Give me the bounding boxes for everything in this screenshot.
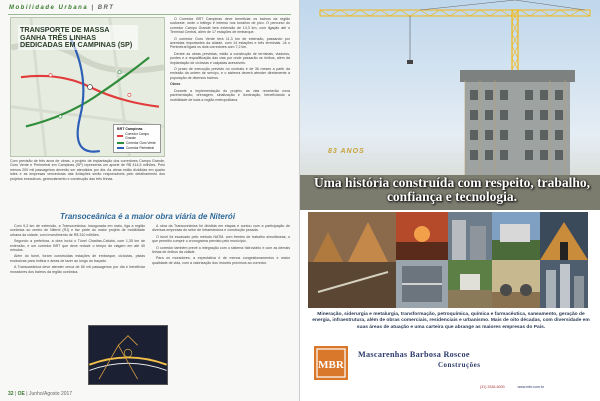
project-photo: [308, 212, 396, 308]
section-tag: [9, 5, 114, 11]
legend-label: Corredor Perimetral: [126, 146, 154, 150]
paragraph: Além do túnel, foram construídas estações de embarque, ciclovias, pistas exclusivas para ônibus e áreas de lazer ao longo do traçado.: [10, 254, 145, 263]
company-subtitle: Construções: [438, 361, 481, 369]
paragraph: A obra da Transoceânica foi dividida em etapas e contou com a participação de diversas empresas do setor de infraestrutura e construção pesada.: [152, 224, 290, 233]
article-column: [10, 224, 145, 276]
issue-date: Junho/Agosto 2017: [28, 391, 73, 397]
page-footer: 32 | OE | Junho/Agosto 2017: [8, 391, 73, 397]
anniversary-badge: 83 ANOS: [328, 148, 365, 155]
legend-label: Corredor Campo Grande: [125, 132, 150, 140]
paragraph: A Transoceânica deve atender cerca de 80 mil passageiros por dia e beneficiar moradores dos bairros da região oceânica.: [10, 265, 145, 274]
second-headline: Transoceânica é a maior obra viária de Niterói: [60, 212, 236, 221]
paragraph: O túnel foi escavado pelo método NATM, com frentes de trabalho simultâneas, o que permitiu cumprir o cronograma previsto pelo município.: [152, 234, 290, 244]
paragraph: Para os moradores, a expectativa é de menos congestionamentos e maior qualidade de vida, com a valorização dos imóveis próximos ao corredor.: [152, 256, 290, 265]
paragraph: Dentre as obras previstas, estão a construção de terminais, viadutos, pontes e a requalificação das vias por onde passarão os ônibus, além da implantação de ciclovias e calçadas acessíveis.: [170, 51, 290, 65]
legend-swatch: [117, 147, 124, 149]
subheading: Obras: [170, 82, 181, 87]
bridge-graphic: [89, 326, 167, 384]
legend-item: [117, 141, 157, 145]
mbr-logo: [314, 346, 348, 380]
legend-item: [117, 146, 157, 150]
website-link[interactable]: www.mbr.com.br: [517, 385, 545, 389]
project-photo: [448, 212, 492, 260]
project-photo: [540, 260, 588, 308]
logo-mark: [314, 346, 348, 380]
map-legend: [113, 124, 161, 153]
paragraph: Durante a implementação do projeto, as vias receberão nova pavimentação, drenagem, sinalização e iluminação, beneficiando a mobilidade de toda a região metropolitana.: [170, 88, 290, 102]
project-photo: [396, 212, 448, 260]
phone-number: (31) 3336-6000: [480, 385, 505, 389]
project-photo: [396, 260, 448, 308]
project-photo: [540, 212, 588, 260]
section-tag-label: Mobilidade Urbana: [9, 5, 89, 11]
ad-body-text: Mineração, siderurgia e metalurgia, transformação, petroquímica, química e farmacêutica, saneamento, geração de energia, infraestrutura, além de obras comerciais, residenciais e urbanismo. Mais de oito décadas, com diversidade em suas áreas de atuação e uma carteira que abrange as maiores empresas do País.: [312, 312, 590, 330]
company-name: Mascarenhas Barbosa Roscoe: [358, 350, 470, 359]
page-number: 32: [8, 391, 14, 397]
project-photo-grid: [308, 212, 592, 308]
paragraph: Com 9,3 km de extensão, a Transoceânica, inaugurada em maio, liga a região oceânica ao centro de Niterói (RJ) e faz parte do maior projeto de mobilidade urbana da cidade, com investimento de R$ 310 milhões.: [10, 224, 145, 237]
paragraph: O Corredor BRT Campinas deve beneficiar os bairros da região sudoeste, onde o tráfego é intenso nos horários de pico. O percurso do corredor Campo Grande terá extensão de 14,3 km, com ligação até o Terminal Central, além de 17 estações de embarque.: [170, 17, 290, 35]
magazine-name: OE: [17, 391, 25, 397]
legend-title: BRT Campinas: [117, 127, 143, 131]
legend-swatch: [117, 135, 123, 137]
advertisement-page: [300, 0, 600, 401]
article-column: [152, 224, 290, 267]
project-photo: [448, 260, 492, 308]
project-photo: [492, 212, 540, 260]
section-tag-sub: | BRT: [91, 5, 115, 11]
ad-headline: Uma história construída com respeito, trabalho, confiança e tecnologia.: [313, 175, 591, 204]
header-rule: [8, 14, 291, 15]
paragraph: O corredor também prevê a integração com o sistema hidroviário e com as demais linhas de ônibus da cidade.: [152, 245, 290, 255]
svg-text:MBR: MBR: [318, 359, 344, 371]
article-headline: TRANSPORTE DE MASSA GANHA TRÊS LINHAS DEDICADAS EM CAMPINAS (SP): [18, 25, 138, 50]
contact-info: [480, 385, 544, 389]
article-column: [170, 17, 290, 104]
paragraph: O prazo de execução previsto no contrato é de 36 meses a partir da emissão da ordem de serviço, e o sistema deverá atender diretamente a população de diversos bairros.: [170, 67, 290, 80]
legend-label: Corredor Ouro Verde: [126, 141, 156, 145]
paragraph: Segundo a prefeitura, a obra inclui o Túnel Charitas-Cafubá, com 1,35 km de extensão, e um corredor BRT que deve reduzir o tempo de viagem em até 40 minutos.: [10, 239, 145, 253]
map-caption: Com previsão de três anos de obras, o projeto de implantação dos corredores Campo Grande, Ouro Verde e Perimetral em Campinas (SP) representa um aporte de R$ 414,5 milhões. Pelo menos 200 mil passageiros deverão ser atendidos por dia. As obras estão divididas em quatro lotes e as empresas vencedoras das licitações serão responsáveis pelo detalhamento dos projetos executivos, gerenciamento e construção das três linhas.: [10, 159, 165, 181]
paragraph: O corredor Ouro Verde terá 11,3 km de extensão, passando por avenidas importantes da cidade, com 14 estações e três terminais. Já o Perimetral ligará os dois corredores com 7,2 km.: [170, 36, 290, 50]
legend-swatch: [117, 142, 124, 144]
project-photo: [492, 260, 540, 308]
legend-item: [117, 132, 157, 140]
bridge-photo: [88, 325, 168, 385]
